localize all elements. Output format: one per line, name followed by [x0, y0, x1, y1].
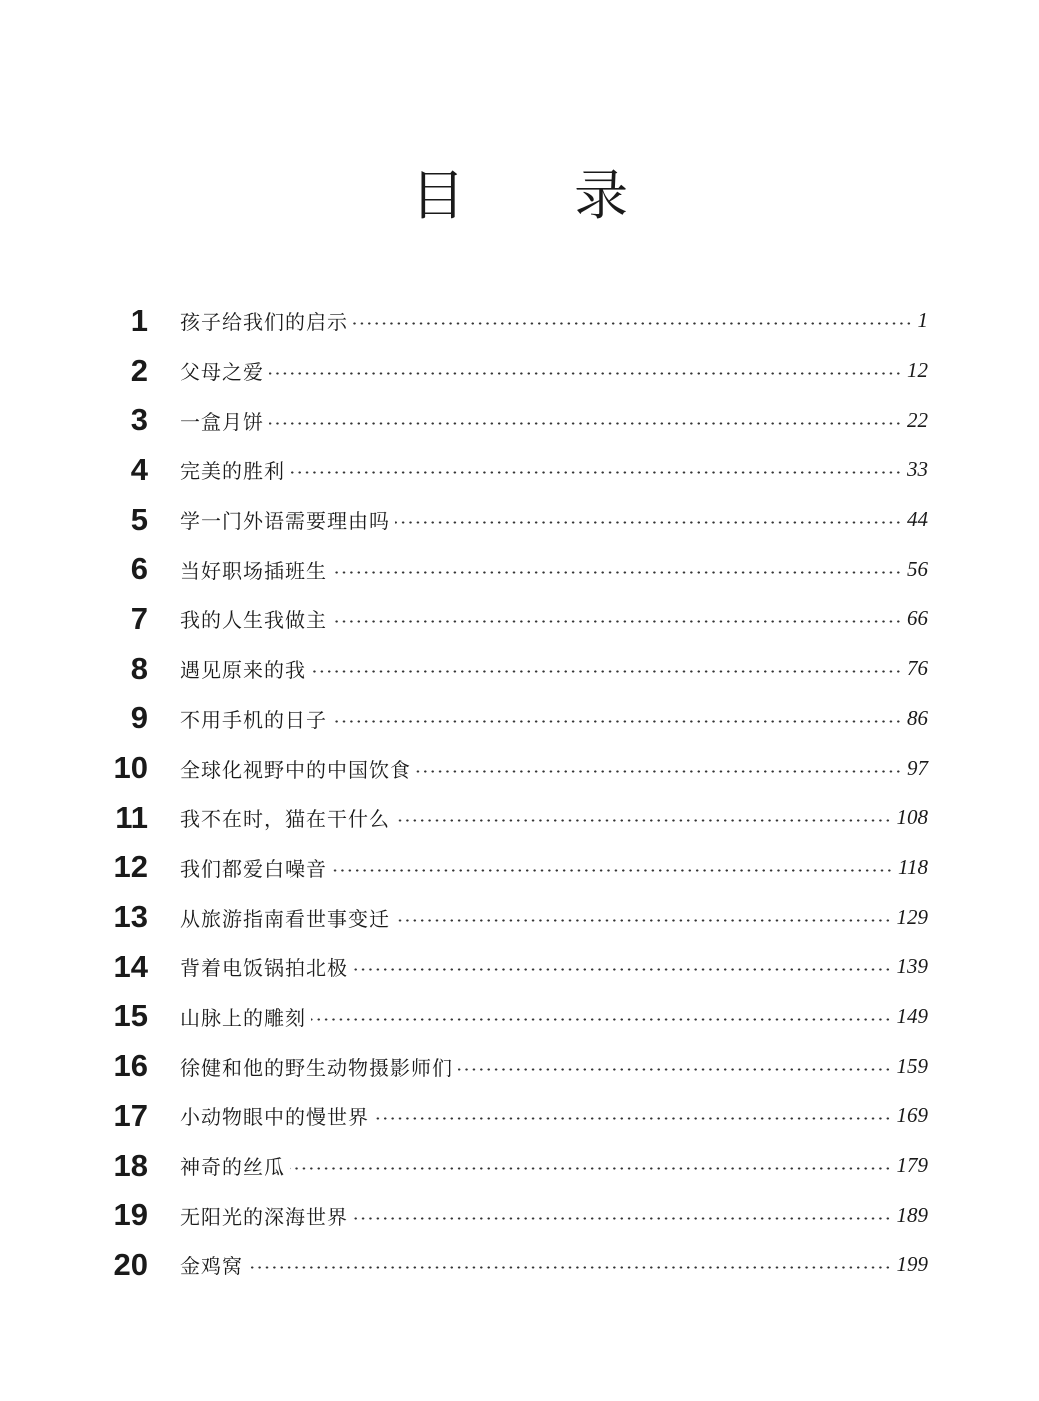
- toc-entry[interactable]: [100, 843, 928, 893]
- toc-entry-number: 5: [130, 501, 148, 537]
- dot-leader: [395, 521, 902, 524]
- toc-entry-number: 3: [130, 402, 148, 438]
- toc-entry[interactable]: [100, 1091, 928, 1141]
- toc-entry-title: 不用手机的日子: [180, 707, 327, 732]
- dot-leader: [395, 819, 892, 822]
- dot-leader: [332, 620, 902, 623]
- toc-entry[interactable]: [100, 594, 928, 644]
- toc-entry-number: 11: [115, 799, 148, 835]
- dot-leader: [332, 720, 902, 723]
- toc-entry-page: 22: [907, 407, 928, 432]
- dot-leader: [353, 968, 892, 971]
- toc-entry-number: 15: [113, 998, 148, 1034]
- toc-entry-title: 父母之爱: [180, 360, 264, 385]
- toc-entry-title: 山脉上的雕刻: [180, 1005, 306, 1030]
- toc-entry-number: 8: [130, 650, 148, 686]
- toc-entry-page: 12: [907, 358, 928, 383]
- toc-entry-title: 我们都爱白噪音: [180, 856, 327, 881]
- toc-entry-number: 10: [113, 750, 148, 786]
- toc-entry-title: 小动物眼中的慢世界: [180, 1105, 369, 1130]
- dot-leader: [353, 1217, 892, 1220]
- toc-entry-number: 2: [130, 352, 148, 388]
- dot-leader: [290, 471, 902, 474]
- toc-entry[interactable]: [100, 892, 928, 942]
- toc-entry-title: 金鸡窝: [180, 1254, 243, 1279]
- toc-entry-number: 9: [130, 700, 148, 736]
- toc-entry[interactable]: [100, 1190, 928, 1240]
- toc-entry-page: 97: [907, 755, 928, 780]
- toc-entry-page: 33: [907, 457, 928, 482]
- toc-entry[interactable]: [100, 395, 928, 445]
- toc-entry-title: 当好职场插班生: [180, 558, 327, 583]
- toc-entry-number: 17: [113, 1097, 148, 1133]
- dot-leader: [332, 869, 893, 872]
- toc-entry[interactable]: [100, 942, 928, 992]
- toc-entry-number: 18: [113, 1147, 148, 1183]
- toc-entry-page: 169: [896, 1103, 928, 1128]
- toc-entry-title: 全球化视野中的中国饮食: [180, 757, 411, 782]
- dot-leader: [290, 1167, 892, 1170]
- toc-entry-page: 129: [896, 904, 928, 929]
- toc-entry-title: 学一门外语需要理由吗: [180, 509, 390, 534]
- toc-entry-title: 孩子给我们的启示: [180, 310, 348, 335]
- toc-entry-number: 12: [113, 849, 148, 885]
- toc-entry[interactable]: [100, 992, 928, 1042]
- dot-leader: [332, 571, 902, 574]
- toc-entry-title: 遇见原来的我: [180, 658, 306, 683]
- toc-entry[interactable]: [100, 346, 928, 396]
- toc-entry[interactable]: [100, 544, 928, 594]
- toc-entry-page: 56: [907, 556, 928, 581]
- toc-entry-number: 6: [130, 551, 148, 587]
- dot-leader: [458, 1068, 892, 1071]
- toc-entry-page: 179: [896, 1153, 928, 1178]
- toc-entry[interactable]: [100, 793, 928, 843]
- dot-leader: [311, 1018, 892, 1021]
- toc-entry-page: 118: [898, 854, 928, 879]
- toc-entry[interactable]: [100, 644, 928, 694]
- toc-entry-number: 19: [113, 1197, 148, 1233]
- toc-entry[interactable]: [100, 694, 928, 744]
- toc-entry[interactable]: [100, 1041, 928, 1091]
- toc-entry-title: 从旅游指南看世事变迁: [180, 906, 390, 931]
- toc-entry-page: 149: [896, 1003, 928, 1028]
- dot-leader: [248, 1266, 892, 1269]
- toc-entry[interactable]: [100, 743, 928, 793]
- table-of-contents: [100, 296, 928, 1290]
- toc-entry[interactable]: [100, 1240, 928, 1290]
- toc-entry-page: 66: [907, 606, 928, 631]
- toc-entry-title: 我的人生我做主: [180, 608, 327, 633]
- toc-entry-page: 86: [907, 705, 928, 730]
- toc-entry-title: 一盒月饼: [180, 409, 264, 434]
- toc-entry-number: 1: [130, 302, 148, 338]
- dot-leader: [311, 670, 902, 673]
- dot-leader: [269, 372, 902, 375]
- page-title: 目 录: [410, 164, 675, 228]
- toc-entry-title: 神奇的丝瓜: [180, 1155, 285, 1180]
- toc-entry-page: 108: [896, 805, 928, 830]
- toc-entry[interactable]: [100, 1141, 928, 1191]
- toc-entry-title: 完美的胜利: [180, 459, 285, 484]
- toc-entry-number: 14: [113, 948, 148, 984]
- dot-leader: [269, 422, 902, 425]
- dot-leader: [395, 919, 892, 922]
- toc-entry-title: 徐健和他的野生动物摄影师们: [180, 1055, 453, 1080]
- toc-entry-page: 139: [896, 954, 928, 979]
- toc-entry-page: 76: [907, 656, 928, 681]
- toc-entry-page: 189: [896, 1202, 928, 1227]
- toc-entry-number: 4: [130, 451, 148, 487]
- toc-entry-number: 13: [113, 899, 148, 935]
- toc-entry-page: 159: [896, 1053, 928, 1078]
- toc-entry-title: 无阳光的深海世界: [180, 1204, 348, 1229]
- toc-entry-number: 7: [130, 600, 148, 636]
- toc-entry-title: 背着电饭锅拍北极: [180, 956, 348, 981]
- dot-leader: [374, 1117, 892, 1120]
- toc-entry[interactable]: [100, 445, 928, 495]
- toc-entry-page: 199: [896, 1252, 928, 1277]
- dot-leader: [353, 322, 913, 325]
- toc-entry-title: 我不在时，猫在干什么: [180, 807, 390, 832]
- toc-entry[interactable]: [100, 495, 928, 545]
- dot-leader: [416, 770, 902, 773]
- toc-entry-page: 44: [907, 507, 928, 532]
- toc-entry-number: 16: [113, 1048, 148, 1084]
- toc-entry[interactable]: [100, 296, 928, 346]
- toc-entry-number: 20: [113, 1246, 148, 1282]
- toc-entry-page: 1: [917, 308, 928, 333]
